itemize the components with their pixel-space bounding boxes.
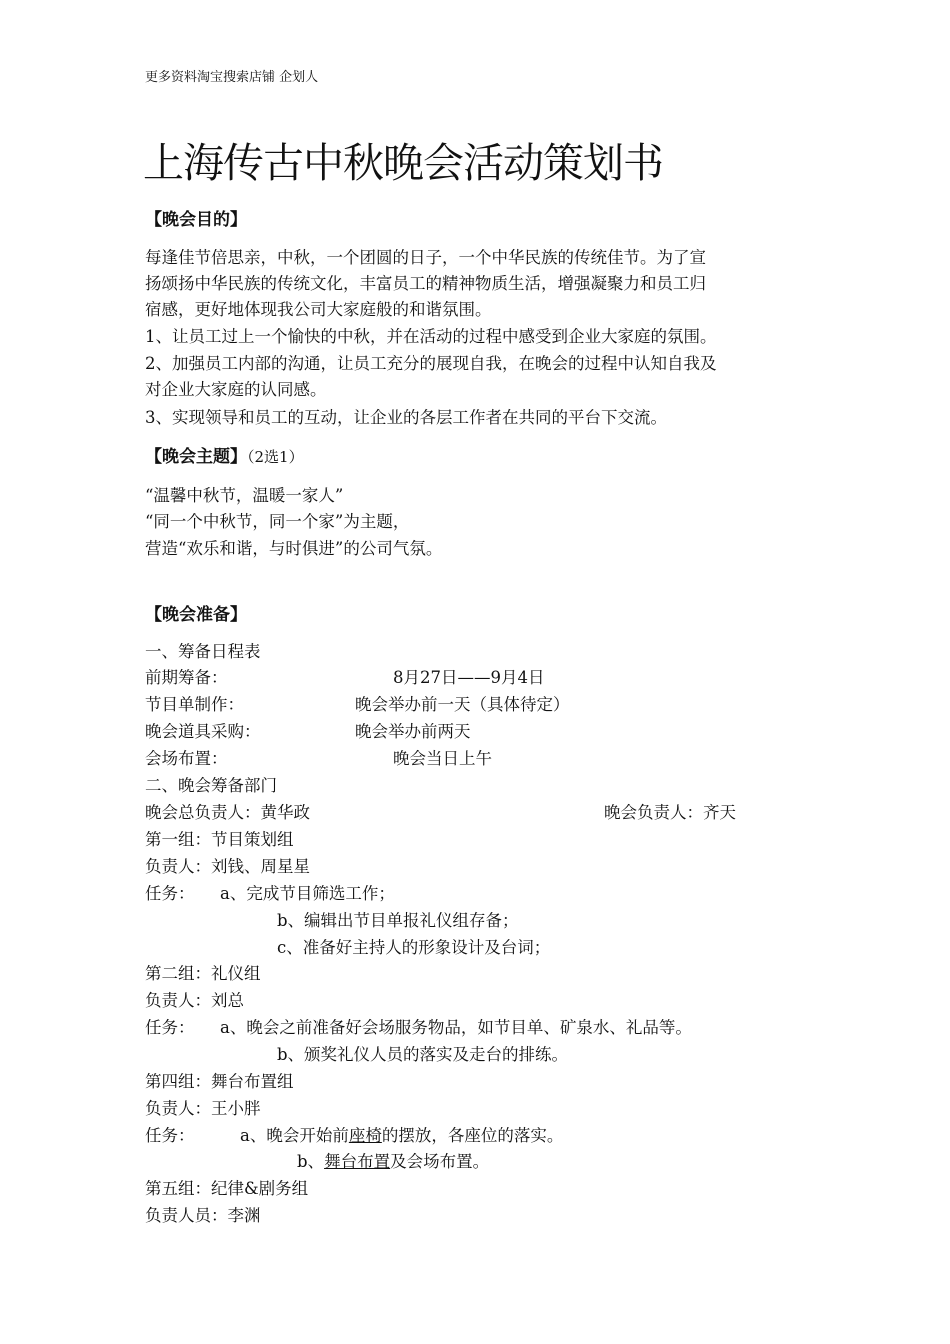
purpose-heading: 【晚会目的】 xyxy=(145,210,247,230)
group-owner: 负责人：王小胖 xyxy=(145,1099,261,1118)
stage-layout-link[interactable]: 舞台布置 xyxy=(324,1152,391,1171)
schedule-title: 一、筹备日程表 xyxy=(145,642,261,661)
theme-note: （2选1） xyxy=(247,448,304,466)
schedule-label: 前期筹备： xyxy=(145,668,228,687)
group-name: 第四组：舞台布置组 xyxy=(145,1072,294,1091)
event-leader: 晚会负责人：齐天 xyxy=(604,803,736,822)
theme-heading-text: 【晚会主题】 xyxy=(145,447,247,467)
group-owner: 负责人员：李渊 xyxy=(145,1206,261,1225)
theme-line: “同一个中秋节，同一个家”为主题， xyxy=(145,512,410,531)
page-header: 更多资料淘宝搜索店铺 企划人 xyxy=(145,70,319,85)
theme-heading xyxy=(145,442,304,467)
task-item: b、颁奖礼仪人员的落实及走台的排练。 xyxy=(277,1045,569,1064)
task-item xyxy=(297,1148,489,1172)
theme-line: “温馨中秋节，温暖一家人” xyxy=(145,486,344,505)
schedule-label: 会场布置： xyxy=(145,749,228,768)
group-name: 第一组：节目策划组 xyxy=(145,830,294,849)
task-item: a、完成节目筛选工作； xyxy=(220,884,395,903)
task-item xyxy=(240,1122,563,1146)
group-owner: 负责人：刘钱、周星星 xyxy=(145,857,310,876)
schedule-value: 晚会举办前一天（具体待定） xyxy=(355,695,570,714)
task-text: a、晚会开始前 xyxy=(240,1126,349,1145)
task-item: a、晚会之前准备好会场服务物品，如节目单、矿泉水、礼品等。 xyxy=(220,1018,692,1037)
task-label: 任务： xyxy=(145,1018,195,1037)
purpose-intro-line: 宿感，更好地体现我公司大家庭般的和谐氛围。 xyxy=(145,300,492,319)
task-text: 及会场布置。 xyxy=(390,1152,490,1171)
purpose-intro-line: 扬颂扬中华民族的传统文化，丰富员工的精神物质生活，增强凝聚力和员工归 xyxy=(145,274,706,293)
purpose-point: 3、实现领导和员工的互动，让企业的各层工作者在共同的平台下交流。 xyxy=(145,408,667,427)
group-name: 第二组：礼仪组 xyxy=(145,964,261,983)
group-owner: 负责人：刘总 xyxy=(145,991,244,1010)
dept-title: 二、晚会筹备部门 xyxy=(145,776,277,795)
purpose-intro-line: 每逢佳节倍思亲，中秋，一个团圆的日子，一个中华民族的传统佳节。为了宣 xyxy=(145,248,706,267)
schedule-label: 晚会道具采购： xyxy=(145,722,261,741)
schedule-value: 晚会当日上午 xyxy=(393,749,492,768)
purpose-point: 对企业大家庭的认同感。 xyxy=(145,380,327,399)
task-text: 的摆放，各座位的落实。 xyxy=(381,1126,564,1145)
schedule-value: 晚会举办前两天 xyxy=(355,722,471,741)
group-name: 第五组：纪律&剧务组 xyxy=(145,1179,309,1198)
task-item: b、编辑出节目单报礼仪组存备； xyxy=(277,911,519,930)
purpose-point: 1、让员工过上一个愉快的中秋，并在活动的过程中感受到企业大家庭的氛围。 xyxy=(145,327,717,346)
task-label: 任务： xyxy=(145,884,195,903)
page-title: 上海传古中秋晚会活动策划书 xyxy=(143,139,663,187)
theme-line: 营造“欢乐和谐，与时俱进”的公司气氛。 xyxy=(145,539,443,558)
task-item: c、准备好主持人的形象设计及台词； xyxy=(277,938,551,957)
task-text: b、 xyxy=(297,1152,325,1171)
prep-heading: 【晚会准备】 xyxy=(145,605,247,625)
chief-owner: 晚会总负责人：黄华政 xyxy=(145,803,310,822)
schedule-label: 节目单制作： xyxy=(145,695,244,714)
schedule-value: 8月27日——9月4日 xyxy=(393,668,545,687)
task-label: 任务： xyxy=(145,1126,195,1145)
purpose-point: 2、加强员工内部的沟通，让员工充分的展现自我，在晚会的过程中认知自我及 xyxy=(145,354,717,373)
seat-link[interactable]: 座椅 xyxy=(348,1126,382,1145)
